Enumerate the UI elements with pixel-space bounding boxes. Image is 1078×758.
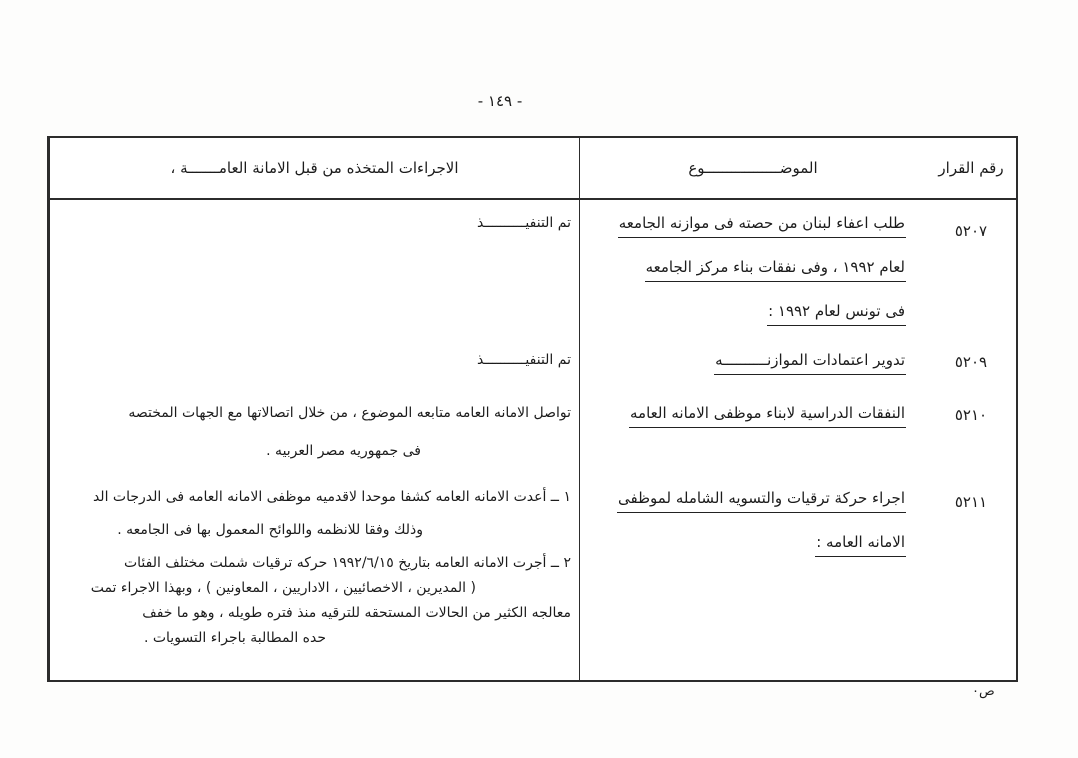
action-line: ( المديرين ، الاخصائيين ، الاداريين ، المعاونين ) ، وبهذا الاجراء تمت: [90, 580, 476, 596]
page-number: - ١٤٩ -: [477, 92, 523, 110]
subject-line: لعام ١٩٩٢ ، وفى نفقات بناء مركز الجامعه: [645, 258, 906, 282]
subject-line: النفقات الدراسية لابناء موظفى الامانه العامه: [629, 404, 906, 428]
table-row-subject: [579, 395, 926, 478]
subject-line: الامانه العامه :: [815, 533, 906, 557]
decisions-table: [47, 136, 1018, 682]
table-row-actions: [49, 395, 579, 478]
table-row-decision-number: [926, 478, 1016, 680]
table-row-actions: [49, 200, 579, 340]
action-line: وذلك وفقا للانظمه واللوائح المعمول بها فى الجامعه .: [117, 522, 423, 538]
decision-number: ٥٢١٠: [954, 406, 988, 424]
subject-line: طلب اعفاء لبنان من حصته فى موازنه الجامعه: [618, 214, 906, 238]
decision-number: ٥٢١١: [954, 493, 988, 511]
decision-number: ٥٢٠٩: [954, 353, 988, 371]
header-decision-number: رقم القرار: [926, 138, 1016, 200]
table-row-subject: [579, 340, 926, 395]
action-line: تواصل الامانه العامه متابعه الموضوع ، من خلال اتصالاتها مع الجهات المختصه: [128, 405, 571, 421]
table-row-decision-number: [926, 340, 1016, 395]
table-row-subject: [579, 478, 926, 680]
header-actions: الاجراءات المتخذه من قبل الامانة العامـــــــة ،: [49, 138, 579, 200]
action-line: تم التنفيــــــــــذ: [477, 215, 571, 231]
footer-mark: ص٠: [972, 684, 995, 699]
action-line: معالجه الكثير من الحالات المستحقه للترقيه منذ فتره طويله ، وهو ما خفف: [142, 605, 571, 621]
action-line: تم التنفيــــــــــذ: [477, 352, 571, 368]
table-row-actions: [49, 478, 579, 680]
subject-line: تدوير اعتمادات الموازنــــــــــه: [714, 351, 906, 375]
action-line: ١ ــ أعدت الامانه العامه كشفا موحدا لاقدميه موظفى الامانه العامه فى الدرجات الد: [92, 489, 571, 505]
table-row-subject: [579, 200, 926, 340]
table-row-decision-number: [926, 200, 1016, 340]
subject-line: اجراء حركة ترقيات والتسويه الشامله لموظفى: [617, 489, 906, 513]
action-line: حده المطالبة باجراء التسويات .: [143, 630, 326, 646]
header-subject: الموضـــــــــــــــــوع: [579, 138, 926, 200]
table-row-actions: [49, 340, 579, 395]
table-row-decision-number: [926, 395, 1016, 478]
action-line: ٢ ــ أجرت الامانه العامه بتاريخ ١٩٩٢/٦/١٥ حركه ترقيات شملت مختلف الفئات: [123, 555, 571, 571]
subject-line: فى تونس لعام ١٩٩٢ :: [767, 302, 906, 326]
action-line: فى جمهوريه مصر العربيه .: [266, 443, 421, 459]
decision-number: ٥٢٠٧: [954, 222, 988, 240]
